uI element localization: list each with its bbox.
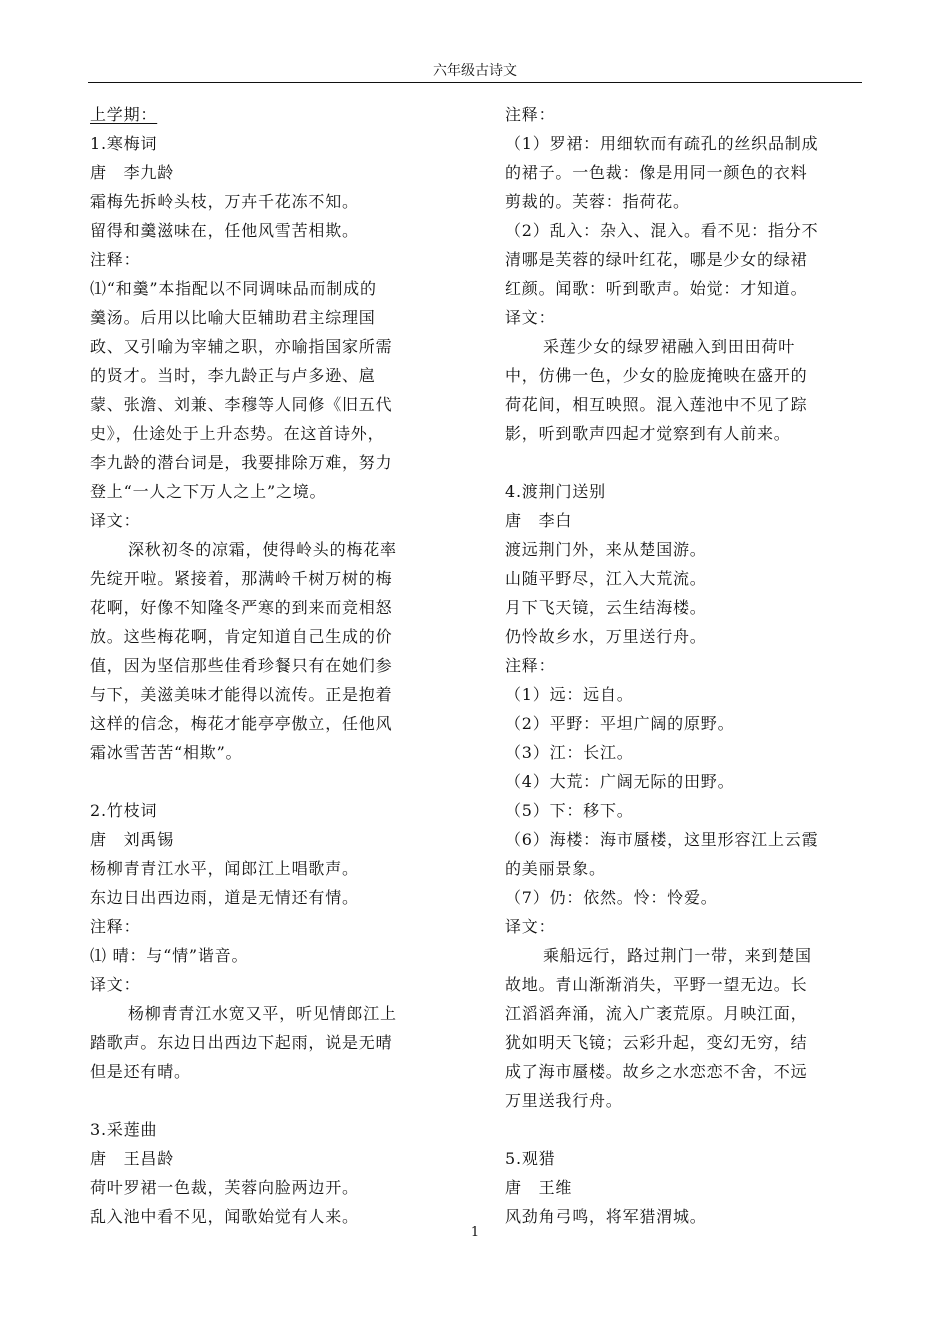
text-line: 踏歌声。东边日出西边下起雨，说是无晴: [90, 1033, 393, 1052]
text-line: 译文：: [90, 511, 141, 530]
text-line: 犹如明天飞镜；云彩升起，变幻无穷，结: [505, 1033, 808, 1052]
text-line: 霜梅先拆岭头枝，万卉千花冻不知。: [90, 192, 359, 211]
page-number: 1: [470, 1225, 480, 1240]
text-line: 中，仿佛一色，少女的脸庞掩映在盛开的: [505, 366, 808, 385]
text-line: 注释：: [90, 917, 141, 936]
text-line: （2）乱入：杂入、混入。看不见：指分不: [505, 221, 819, 240]
text-line: 成了海市蜃楼。故乡之水恋恋不舍，不远: [505, 1062, 808, 1081]
text-line: 唐 刘禹锡: [90, 830, 175, 849]
text-line: 影，听到歌声四起才觉察到有人前来。: [505, 424, 791, 443]
text-line: 唐 王维: [505, 1178, 573, 1197]
text-line: 东边日出西边雨，道是无情还有情。: [90, 888, 359, 907]
text-line: 乘船远行，路过荆门一带，来到楚国: [543, 946, 812, 965]
text-line: （3）江：长江。: [505, 743, 634, 762]
header-divider: [88, 82, 862, 83]
text-line: 译文：: [505, 308, 556, 327]
text-line: 的美丽景象。: [505, 859, 606, 878]
text-line: 的裙子。一色裁：像是用同一颜色的衣料: [505, 163, 808, 182]
text-line: 3.采莲曲: [90, 1120, 158, 1139]
text-line: 译文：: [505, 917, 556, 936]
text-line: 注释：: [505, 105, 556, 124]
text-line: 故地。青山渐渐消失，平野一望无边。长: [505, 975, 808, 994]
text-line: 采莲少女的绿罗裙融入到田田荷叶: [543, 337, 796, 356]
text-line: 唐 李白: [505, 511, 573, 530]
blank-line: [90, 1086, 450, 1115]
text-line: 4.渡荆门送别: [505, 482, 606, 501]
text-line: 先绽开啦。紧接着，那满岭千树万树的梅: [90, 569, 393, 588]
text-line: （6）海楼：海市蜃楼，这里形容江上云霞: [505, 830, 819, 849]
text-line: 杨柳青青江水平，闻郎江上唱歌声。: [90, 859, 359, 878]
page-header-title: 六年级古诗文: [433, 63, 517, 79]
text-line: ⑴ 晴：与“情”谐音。: [90, 946, 249, 965]
text-line: 唐 李九龄: [90, 163, 175, 182]
text-line: 译文：: [90, 975, 141, 994]
text-line: 仍怜故乡水，万里送行舟。: [505, 627, 707, 646]
text-line: 的贤才。当时，李九龄正与卢多逊、扈: [90, 366, 376, 385]
text-line: 羹汤。后用以比喻大臣辅助君主综理国: [90, 308, 376, 327]
text-line: 渡远荆门外，来从楚国游。: [505, 540, 707, 559]
text-line: 深秋初冬的凉霜，使得岭头的梅花率: [128, 540, 397, 559]
text-line: ⑴“和羹”本指配以不同调味品而制成的: [90, 279, 377, 298]
blank-line: [505, 448, 865, 477]
text-line: 政、又引喻为宰辅之职，亦喻指国家所需: [90, 337, 393, 356]
text-line: 月下飞天镜，云生结海楼。: [505, 598, 707, 617]
text-line: 放。这些梅花啊，肯定知道自己生成的价: [90, 627, 393, 646]
text-line: 唐 王昌龄: [90, 1149, 175, 1168]
blank-line: [505, 1115, 865, 1144]
text-line: 但是还有晴。: [90, 1062, 191, 1081]
right-column: [505, 100, 865, 1231]
text-line: 乱入池中看不见，闻歌始觉有人来。: [90, 1207, 359, 1226]
text-line: 李九龄的潜台词是，我要排除万难，努力: [90, 453, 393, 472]
text-line: 留得和羹滋味在，任他风雪苦相欺。: [90, 221, 359, 240]
text-line: 这样的信念，梅花才能亭亭傲立，任他风: [90, 714, 393, 733]
text-line: （7）仍：依然。怜：怜爱。: [505, 888, 718, 907]
text-line: 荷花间，相互映照。混入莲池中不见了踪: [505, 395, 808, 414]
text-line: 花啊，好像不知隆冬严寒的到来而竞相怒: [90, 598, 393, 617]
text-line: 与下，美滋美味才能得以流传。正是抱着: [90, 685, 393, 704]
blank-line: [90, 767, 450, 796]
text-line: （4）大荒：广阔无际的田野。: [505, 772, 735, 791]
text-line: 蒙、张澹、刘兼、李穆等人同修《旧五代: [90, 395, 393, 414]
text-line: 霜冰雪苦苦“相欺”。: [90, 743, 243, 762]
text-line: 1.寒梅词: [90, 134, 158, 153]
text-line: 登上“一人之下万人之上”之境。: [90, 482, 327, 501]
text-line: 5.观猎: [505, 1149, 556, 1168]
text-line: 山随平野尽，江入大荒流。: [505, 569, 707, 588]
text-line: 荷叶罗裙一色裁，芙蓉向脸两边开。: [90, 1178, 359, 1197]
text-line: 史》，仕途处于上升态势。在这首诗外，: [90, 424, 385, 443]
text-line: 值，因为坚信那些佳肴珍餐只有在她们参: [90, 656, 393, 675]
left-column: [90, 100, 450, 1231]
text-line: 2.竹枝词: [90, 801, 158, 820]
text-line: 注释：: [90, 250, 141, 269]
text-line: 上学期：: [90, 105, 158, 124]
text-line: 红颜。闻歌：听到歌声。始觉：才知道。: [505, 279, 808, 298]
text-line: （5）下：移下。: [505, 801, 634, 820]
text-line: 剪裁的。芙蓉：指荷花。: [505, 192, 690, 211]
text-line: 注释：: [505, 656, 556, 675]
text-line: 清哪是芙蓉的绿叶红花，哪是少女的绿裙: [505, 250, 808, 269]
text-line: 万里送我行舟。: [505, 1091, 623, 1110]
text-line: 杨柳青青江水宽又平，听见情郎江上: [128, 1004, 397, 1023]
text-line: （1）罗裙：用细软而有疏孔的丝织品制成: [505, 134, 819, 153]
text-line: （1）远：远自。: [505, 685, 634, 704]
text-line: 江滔滔奔涌，流入广袤荒原。月映江面，: [505, 1004, 808, 1023]
text-line: 风劲角弓鸣，将军猎渭城。: [505, 1207, 707, 1226]
text-line: （2）平野：平坦广阔的原野。: [505, 714, 735, 733]
